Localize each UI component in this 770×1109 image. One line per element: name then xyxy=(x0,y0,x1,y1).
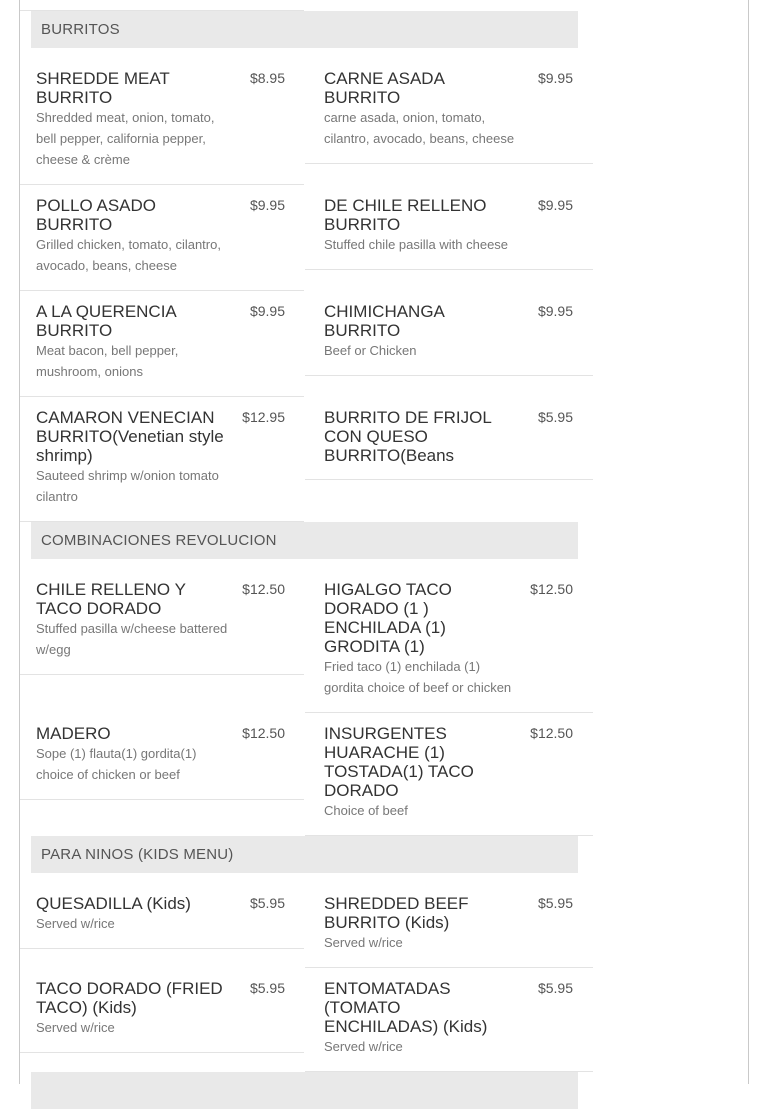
item-price: $5.95 xyxy=(537,409,573,425)
item-description: carne asada, onion, tomato, cilantro, avocado, beans, cheese xyxy=(324,110,515,146)
item-price: $12.50 xyxy=(530,581,573,597)
item-price: $9.95 xyxy=(249,303,285,319)
item-description: Stuffed chile pasilla with cheese xyxy=(324,237,509,252)
item-price: $12.50 xyxy=(242,725,285,741)
item-name: CHILE RELLENO Y TACO DORADO xyxy=(36,580,186,618)
divider xyxy=(305,967,593,968)
item-description: Served w/rice xyxy=(324,1039,403,1054)
item-description: Stuffed pasilla w/cheese battered w/egg xyxy=(36,621,228,657)
divider xyxy=(20,799,304,800)
item-price: $9.95 xyxy=(249,197,285,213)
item-name: CAMARON VENECIAN BURRITO(Venetian style shrimp) xyxy=(36,408,224,465)
section-header-next xyxy=(31,1072,578,1109)
item-description: Served w/rice xyxy=(36,1020,115,1035)
item-name: DE CHILE RELLENO BURRITO xyxy=(324,196,487,234)
item-name: INSURGENTES HUARACHE (1) TOSTADA(1) TACO DORADO xyxy=(324,724,474,800)
item-name: A LA QUERENCIA BURRITO xyxy=(36,302,176,340)
item-description: Fried taco (1) enchilada (1) gordita choice of beef or chicken xyxy=(324,659,512,695)
item-description: Meat bacon, bell pepper, mushroom, onions xyxy=(36,343,179,379)
item-name: TACO DORADO (FRIED TACO) (Kids) xyxy=(36,979,223,1017)
section-header-combinaciones: COMBINACIONES REVOLUCION xyxy=(31,522,578,559)
item-description: Choice of beef xyxy=(324,803,408,818)
divider xyxy=(305,269,593,270)
divider xyxy=(305,375,593,376)
item-price: $5.95 xyxy=(537,895,573,911)
divider xyxy=(305,712,593,713)
item-description: Served w/rice xyxy=(36,916,115,931)
item-name: CARNE ASADA BURRITO xyxy=(324,69,444,107)
item-description: Served w/rice xyxy=(324,935,403,950)
item-price: $8.95 xyxy=(249,70,285,86)
divider xyxy=(305,163,593,164)
item-name: MADERO xyxy=(36,724,111,743)
item-description: Sope (1) flauta(1) gordita(1) choice of chicken or beef xyxy=(36,746,197,782)
item-price: $5.95 xyxy=(249,980,285,996)
item-name: QUESADILLA (Kids) xyxy=(36,894,191,913)
item-price: $12.95 xyxy=(242,409,285,425)
item-description: Grilled chicken, tomato, cilantro, avocado, beans, cheese xyxy=(36,237,221,273)
divider xyxy=(20,1052,304,1053)
divider xyxy=(20,948,304,949)
divider xyxy=(20,184,304,185)
item-price: $12.50 xyxy=(242,581,285,597)
section-header-kids-menu: PARA NINOS (KIDS MENU) xyxy=(31,836,578,873)
item-price: $9.95 xyxy=(537,197,573,213)
divider xyxy=(20,674,304,675)
divider xyxy=(20,396,304,397)
item-name: SHREDDE MEAT BURRITO xyxy=(36,69,170,107)
item-price: $5.95 xyxy=(249,895,285,911)
item-price: $9.95 xyxy=(537,303,573,319)
item-price: $5.95 xyxy=(537,980,573,996)
item-name: CHIMICHANGA BURRITO xyxy=(324,302,444,340)
item-name: POLLO ASADO BURRITO xyxy=(36,196,156,234)
divider xyxy=(20,290,304,291)
item-description: Shredded meat, onion, tomato, bell pepper, california pepper, cheese & crème xyxy=(36,110,215,167)
item-name: BURRITO DE FRIJOL CON QUESO BURRITO(Beans xyxy=(324,408,492,465)
item-price: $12.50 xyxy=(530,725,573,741)
item-name: ENTOMATADAS (TOMATO ENCHILADAS) (Kids) xyxy=(324,979,488,1036)
item-name: HIGALGO TACO DORADO (1 ) ENCHILADA (1) GRODITA (1) xyxy=(324,580,452,656)
item-description: Beef or Chicken xyxy=(324,343,417,358)
item-description: Sauteed shrimp w/onion tomato cilantro xyxy=(36,468,219,504)
section-header-burritos: BURRITOS xyxy=(31,11,578,48)
item-price: $9.95 xyxy=(537,70,573,86)
divider xyxy=(305,479,593,480)
item-name: SHREDDED BEEF BURRITO (Kids) xyxy=(324,894,469,932)
